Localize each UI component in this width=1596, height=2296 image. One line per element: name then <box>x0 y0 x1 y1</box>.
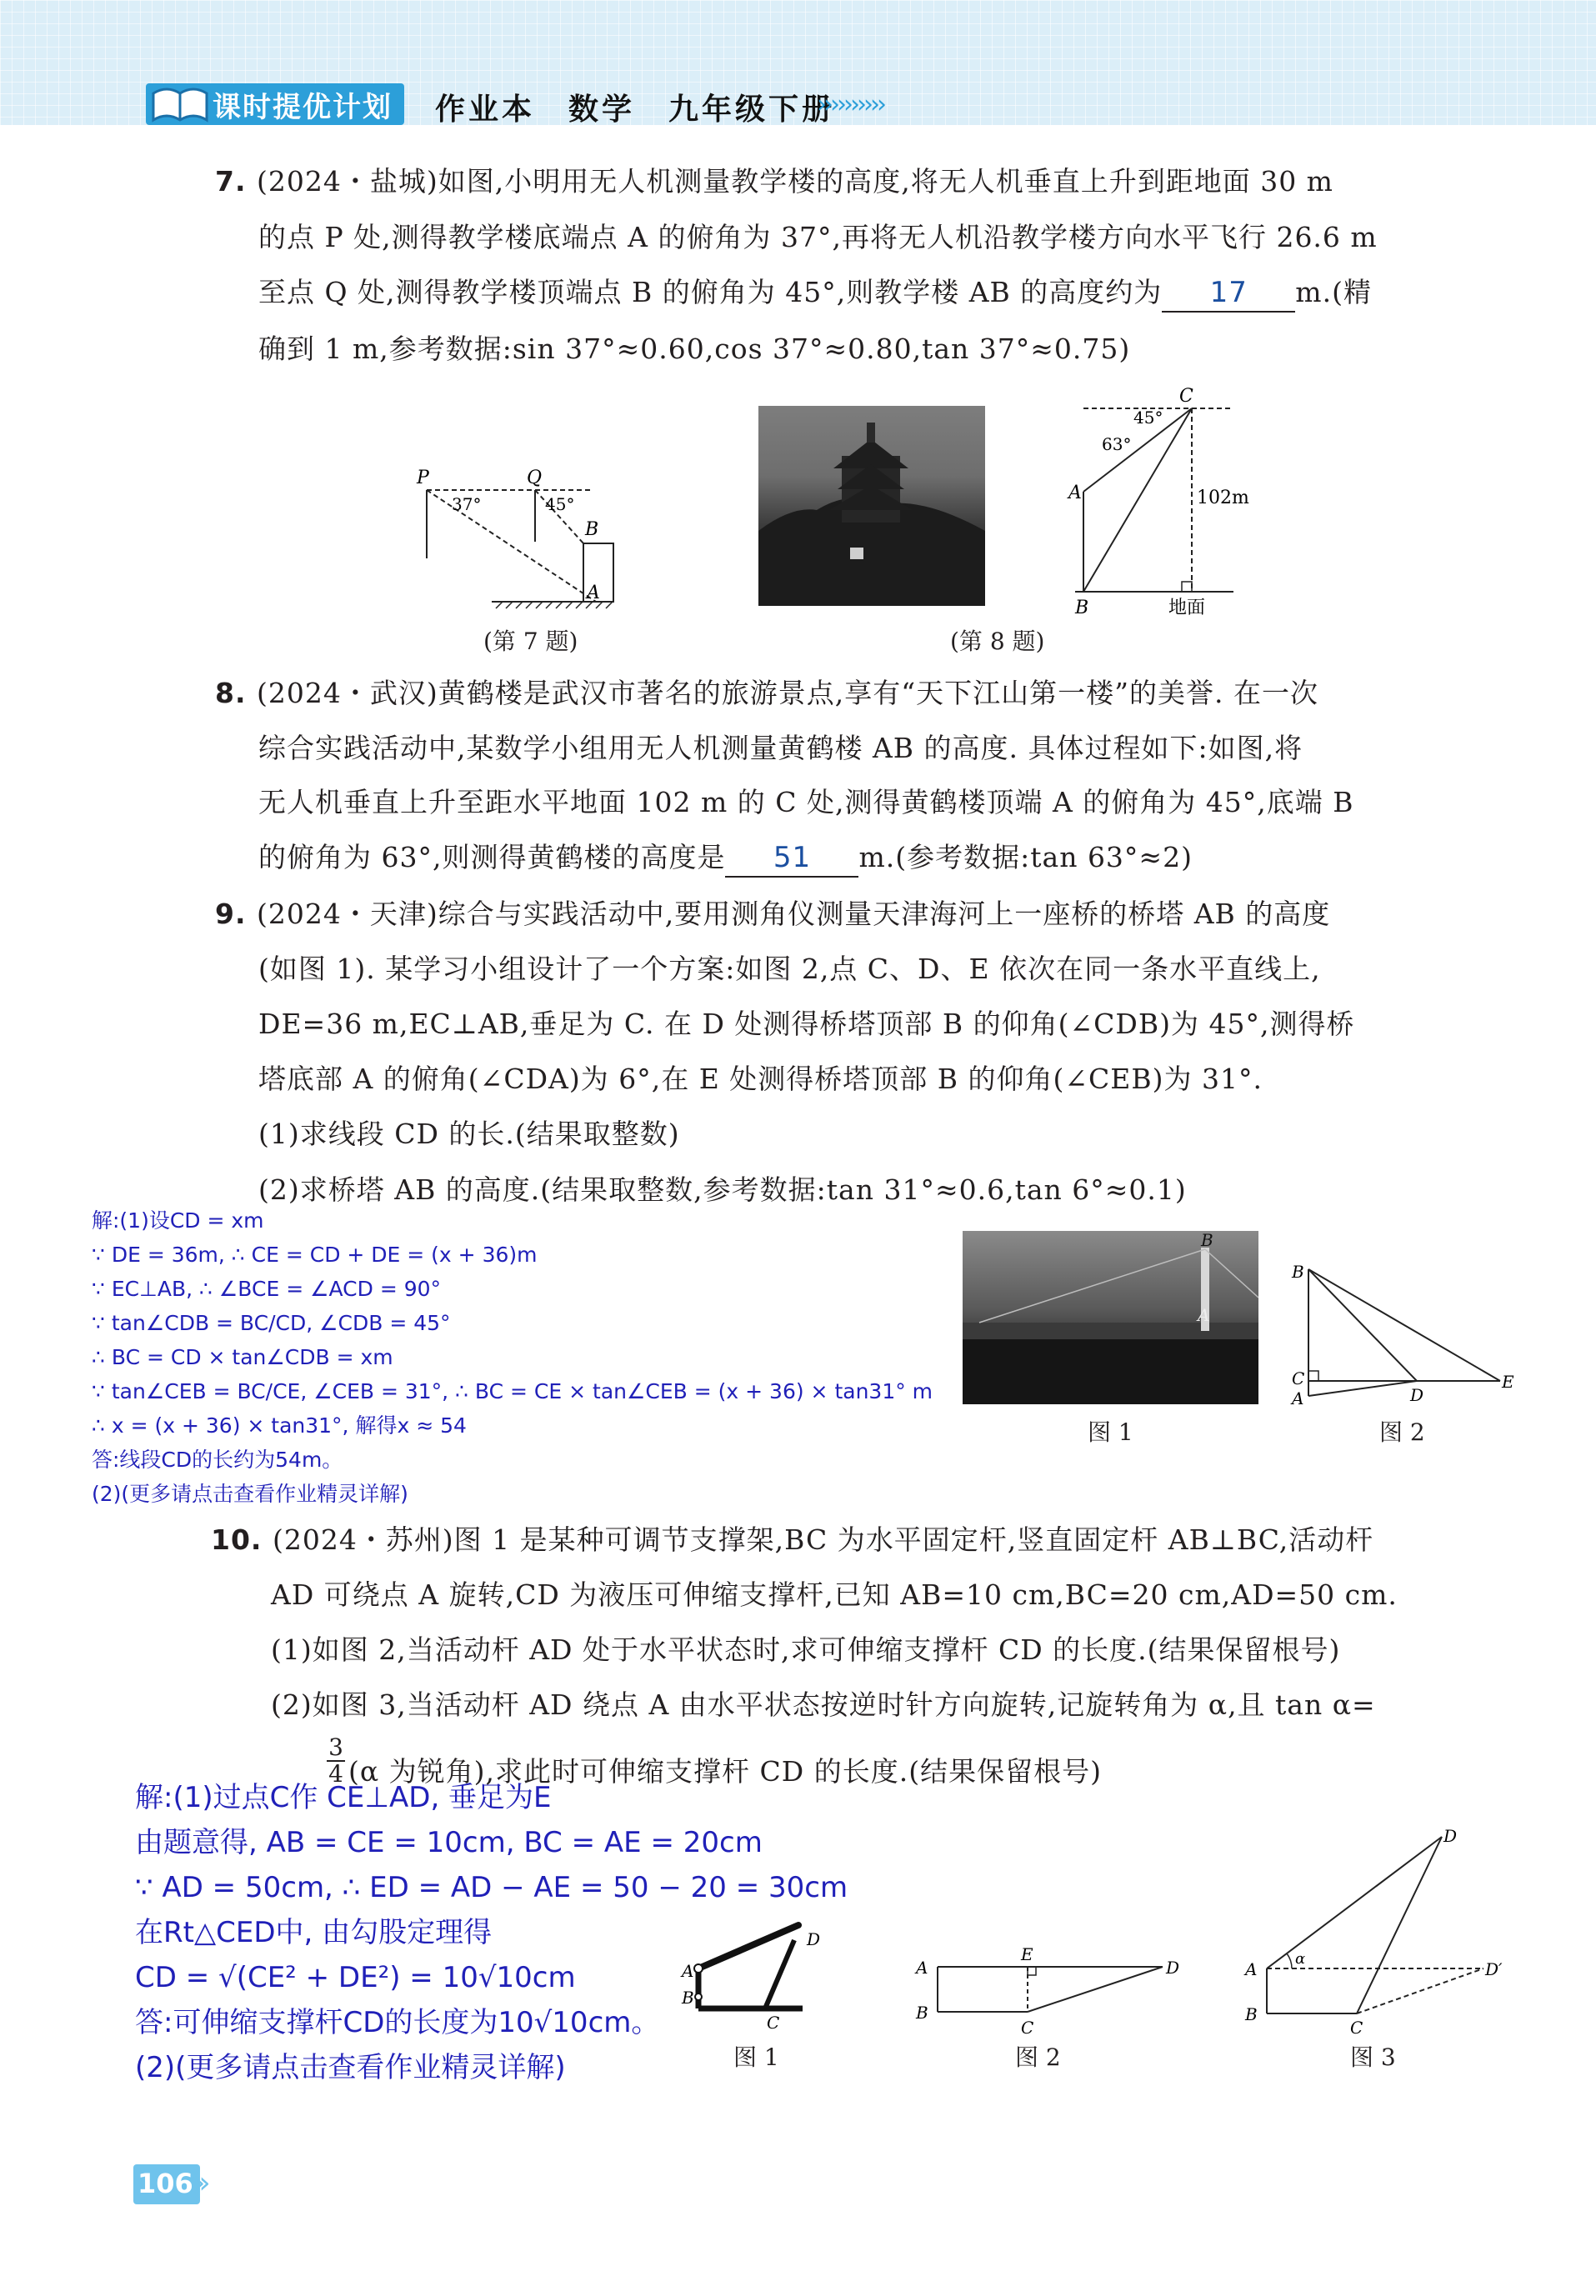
q10-fig3 <box>1233 1825 1517 2042</box>
q8-line-1: 8. (2024・武汉)黄鹤楼是武汉市著名的旅游景点,享有“天下江山第一楼”的美誉. 在一次 <box>215 677 1318 709</box>
q9-fig2-caption: 图 2 <box>1379 1418 1425 1446</box>
q8-height: 102m <box>1197 488 1249 508</box>
fig2-label-e: E <box>1021 1944 1033 1964</box>
q7-angle-37: 37° <box>452 494 482 514</box>
q10-part-2b: (α 为锐角),求此时可伸缩支撑杆 CD 的长度.(结果保留根号) <box>348 1755 1102 1788</box>
q9-sol-line-5: ∴ BC = CD × tan∠CDB = xm <box>92 1345 393 1369</box>
q9-sol-line-1: 解:(1)设CD = xm <box>92 1208 264 1233</box>
q7-line-1: 7. (2024・盐城)如图,小明用无人机测量教学楼的高度,将无人机垂直上升到距地面 30 m <box>215 165 1333 198</box>
fig3-label-a: A <box>1245 1959 1258 1979</box>
q7-line-3: 至点 Q 处,测得教学楼顶端点 B 的俯角为 45°,则教学楼 AB 的高度约为 17 m.(精 <box>258 274 1372 313</box>
q9-fig1-caption: 图 1 <box>1088 1418 1133 1446</box>
brand-name: 课时提优计划 <box>213 91 393 124</box>
q10-fig3-caption: 图 3 <box>1350 2043 1396 2071</box>
q10-fig2 <box>904 1942 1188 2042</box>
fig3-label-b: B <box>1245 2004 1258 2024</box>
fig-label-b: B <box>682 1988 694 2008</box>
tower-image <box>758 406 985 606</box>
q10-fig1 <box>673 1917 840 2042</box>
fig3-label-alpha: α <box>1295 1950 1306 1968</box>
q8-figure <box>1050 383 1267 625</box>
q8-line-4: 的俯角为 63°,则测得黄鹤楼的高度是 51 m.(参考数据:tan 63°≈2) <box>258 839 1193 878</box>
q7-figure <box>408 450 625 625</box>
q10-sol-line-2: 由题意得, AB = CE = 10cm, BC = AE = 20cm <box>135 1826 763 1859</box>
q8-label-c: C <box>1179 386 1193 407</box>
fig3-label-c: C <box>1350 2018 1363 2038</box>
fig2-label-c: C <box>1292 1368 1305 1388</box>
q8-label-b: B <box>1075 598 1089 618</box>
photo-label-a: A <box>1198 1305 1210 1325</box>
q10-sol-line-1: 解:(1)过点C作 CE⊥AD, 垂足为E <box>135 1781 552 1814</box>
fig2-label-b: B <box>916 2003 928 2023</box>
q8-ground: 地面 <box>1168 598 1206 618</box>
q10-sol-line-6: 答:可伸缩支撑杆CD的长度为10√10cm。 <box>135 2006 660 2039</box>
q10-line-1: 10. (2024・苏州)图 1 是某种可调节支撑架,BC 为水平固定杆,竖直固定杆 AB⊥BC,活动杆 <box>211 1523 1374 1556</box>
q10-fig1-caption: 图 1 <box>733 2043 779 2071</box>
q7-angle-45: 45° <box>545 494 575 514</box>
q10-sol-line-4: 在Rt△CED中, 由勾股定理得 <box>135 1916 493 1949</box>
fig-label-c: C <box>767 2013 780 2033</box>
q8-angle-63: 63° <box>1102 434 1132 454</box>
fig2-label-a: A <box>1292 1388 1304 1408</box>
page-number: 106 <box>138 2168 193 2199</box>
q9-line-1: 9. (2024・天津)综合与实践活动中,要用测角仪测量天津海河上一座桥的桥塔 AB 的高度 <box>215 898 1331 930</box>
q8-caption: (第 8 题) <box>950 628 1045 655</box>
header-title: 作业本 数学 九年级下册 <box>435 93 836 127</box>
q7-line-4: 确到 1 m,参考数据:sin 37°≈0.60,cos 37°≈0.80,tan 37°≈0.75) <box>258 333 1131 365</box>
fig2-label-a: A <box>916 1958 928 1978</box>
q9-sol-line-8: 答:线段CD的长约为54m。 <box>92 1448 343 1472</box>
bridge-photo <box>963 1231 1258 1404</box>
q9-line-3: DE=36 m,EC⊥AB,垂足为 C. 在 D 处测得桥塔顶部 B 的仰角(∠CDB)为 45°,测得桥 <box>258 1008 1355 1040</box>
q9-line-4: 塔底部 A 的俯角(∠CDA)为 6°,在 E 处测得桥塔顶部 B 的仰角(∠CEB)为 31°. <box>258 1063 1263 1095</box>
q9-sol-line-7: ∴ x = (x + 36) × tan31°, 解得x ≈ 54 <box>92 1413 467 1438</box>
q9-sol-line-2: ∵ DE = 36m, ∴ CE = CD + DE = (x + 36)m <box>92 1243 538 1267</box>
q8-answer: 51 <box>725 839 858 878</box>
fig-label-d: D <box>807 1929 821 1949</box>
chevron-right-icon: ›› <box>193 2166 204 2200</box>
fig2-label-d: D <box>1166 1958 1180 1978</box>
q9-part-1: (1)求线段 CD 的长.(结果取整数) <box>258 1118 680 1150</box>
q9-fig2 <box>1283 1254 1517 1413</box>
fig3-label-d: D <box>1443 1826 1458 1846</box>
q9-more-link[interactable]: (2)(更多请点击查看作业精灵详解) <box>92 1482 408 1506</box>
q10-more-link[interactable]: (2)(更多请点击查看作业精灵详解) <box>135 2051 566 2084</box>
q7-label-a: A <box>587 583 600 603</box>
q9-line-2: (如图 1). 某学习小组设计了一个方案:如图 2,点 C、D、E 依次在同一条水平直线上, <box>258 953 1321 985</box>
fig-label-a: A <box>682 1961 694 1981</box>
chevron-right-icon: ›››››››››› <box>817 90 883 119</box>
q10-part-2: (2)如图 3,当活动杆 AD 绕点 A 由水平状态按逆时针方向旋转,记旋转角为 α,且 tan α= <box>271 1688 1376 1721</box>
fig3-label-d-prime: D′ <box>1485 1959 1503 1979</box>
q10-sol-line-3: ∵ AD = 50cm, ∴ ED = AD − AE = 50 − 20 = 30cm <box>135 1871 848 1904</box>
fig2-label-b: B <box>1292 1262 1304 1282</box>
photo-label-b: B <box>1201 1231 1213 1250</box>
q9-sol-line-6: ∵ tan∠CEB = BC/CE, ∠CEB = 31°, ∴ BC = CE × tan∠CEB = (x + 36) × tan31° m <box>92 1379 933 1403</box>
q10-sol-line-5: CD = √(CE² + DE²) = 10√10cm <box>135 1961 576 1994</box>
q10-line-2: AD 可绕点 A 旋转,CD 为液压可伸缩支撑杆,已知 AB=10 cm,BC=20 cm,AD=50 cm. <box>271 1578 1398 1611</box>
q9-part-2: (2)求桥塔 AB 的高度.(结果取整数,参考数据:tan 31°≈0.6,tan 6°≈0.1) <box>258 1173 1187 1206</box>
q7-label-b: B <box>585 519 599 540</box>
q8-line-2: 综合实践活动中,某数学小组用无人机测量黄鹤楼 AB 的高度. 具体过程如下:如图,将 <box>258 732 1303 764</box>
q9-sol-line-3: ∵ EC⊥AB, ∴ ∠BCE = ∠ACD = 90° <box>92 1277 442 1301</box>
fig2-label-e: E <box>1502 1372 1514 1392</box>
q8-label-a: A <box>1068 483 1082 503</box>
q9-sol-line-4: ∵ tan∠CDB = BC/CD, ∠CDB = 45° <box>92 1311 451 1335</box>
book-icon <box>150 82 210 128</box>
q10-part-1: (1)如图 2,当活动杆 AD 处于水平状态时,求可伸缩支撑杆 CD 的长度.(结果保留根号) <box>271 1633 1341 1666</box>
q10-fig2-caption: 图 2 <box>1015 2043 1061 2071</box>
fig2-label-d: D <box>1410 1385 1424 1405</box>
q7-label-p: P <box>417 468 429 488</box>
q7-caption: (第 7 题) <box>483 628 578 655</box>
fig2-label-c: C <box>1021 2018 1034 2038</box>
q10-fraction: 3 4 <box>327 1735 345 1787</box>
q8-angle-45: 45° <box>1133 408 1163 428</box>
q7-label-q: Q <box>527 468 543 488</box>
q9-solution <box>92 1203 933 1511</box>
q7-answer: 17 <box>1162 274 1295 313</box>
q8-line-3: 无人机垂直上升至距水平地面 102 m 的 C 处,测得黄鹤楼顶端 A 的俯角为 45°,底端 B <box>258 786 1354 818</box>
yellow-crane-tower-photo <box>758 406 985 606</box>
q7-line-2: 的点 P 处,测得教学楼底端点 A 的俯角为 37°,再将无人机沿教学楼方向水平飞行 26.6 m <box>258 221 1378 253</box>
bridge-image <box>963 1231 1258 1404</box>
